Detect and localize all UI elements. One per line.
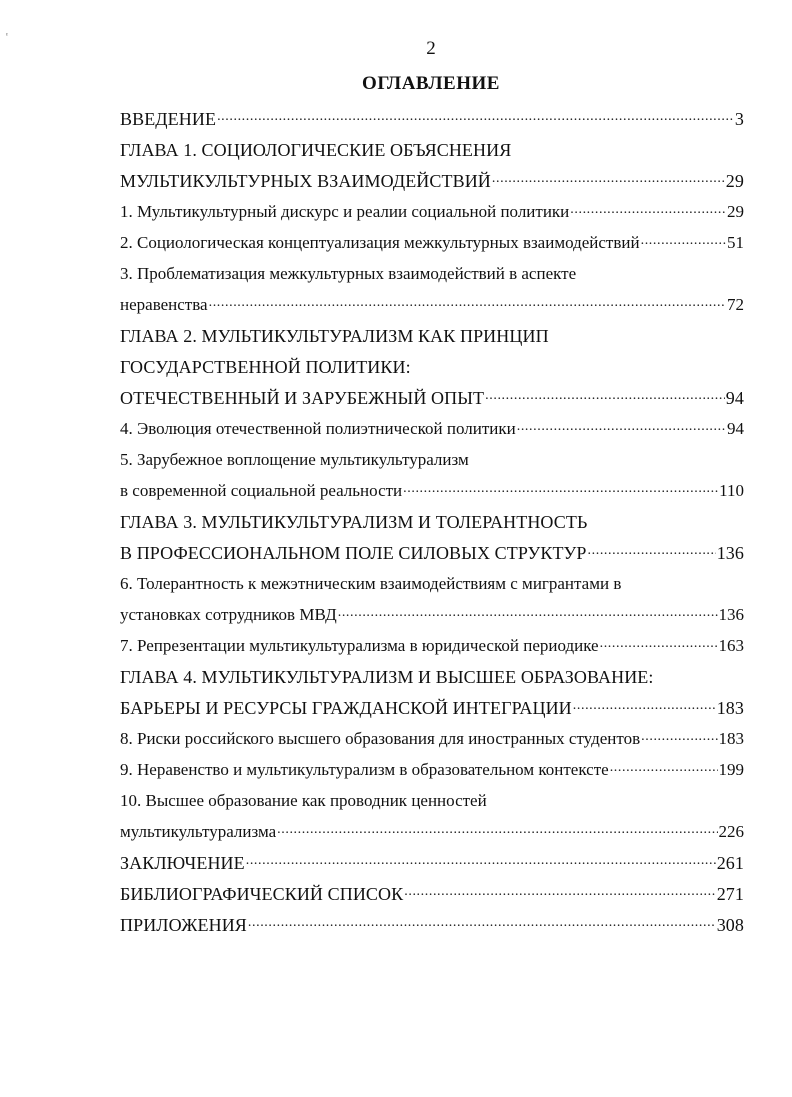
toc-section-entry (120, 226, 744, 257)
toc-entry-title: 9. Неравенство и мультикультурализм в образовательном контексте (120, 760, 609, 779)
toc-dot-leader (573, 697, 716, 719)
toc-section-entry (120, 412, 744, 443)
toc-page-number: 29 (725, 171, 744, 191)
toc-page-number: 94 (725, 388, 744, 408)
toc-entry-title: неравенства (120, 295, 208, 314)
toc-entry-title: 3. Проблематизация межкультурных взаимодействий в аспекте (120, 264, 577, 283)
toc-chapter-entry (120, 877, 744, 908)
toc-entry-title: 1. Мультикультурный дискурс и реалии социальной политики (120, 202, 570, 221)
toc-page-number: 308 (716, 915, 744, 935)
toc-entry-title: ГЛАВА 2. МУЛЬТИКУЛЬТУРАЛИЗМ КАК ПРИНЦИП (120, 326, 549, 346)
toc-page-number: 261 (716, 853, 744, 873)
toc-entry-title: 8. Риски российского высшего образования для иностранных студентов (120, 729, 641, 748)
toc-section-entry (120, 195, 744, 226)
toc-dot-leader (517, 418, 726, 440)
toc-section-entry (120, 629, 744, 660)
toc-entry-title: ЗАКЛЮЧЕНИЕ (120, 853, 245, 873)
toc-section-entry (120, 443, 744, 474)
toc-entry-title: ВВЕДЕНИЕ (120, 109, 217, 129)
toc-chapter-entry (120, 505, 744, 536)
toc-dot-leader (403, 480, 718, 502)
toc-entry-title: ГЛАВА 4. МУЛЬТИКУЛЬТУРАЛИЗМ И ВЫСШЕЕ ОБРАЗОВАНИЕ: (120, 667, 654, 687)
toc-entry-title: БИБЛИОГРАФИЧЕСКИЙ СПИСОК (120, 884, 404, 904)
toc-dot-leader (610, 759, 718, 781)
toc-section-entry (120, 753, 744, 784)
toc-dot-leader (485, 387, 725, 409)
toc-entry-title: ОТЕЧЕСТВЕННЫЙ И ЗАРУБЕЖНЫЙ ОПЫТ (120, 388, 485, 408)
toc-page-number: 72 (727, 295, 744, 314)
toc-entry-title: В ПРОФЕССИОНАЛЬНОМ ПОЛЕ СИЛОВЫХ СТРУКТУР (120, 543, 587, 563)
toc-entry-title: 4. Эволюция отечественной полиэтнической политики (120, 419, 516, 438)
toc-chapter-entry (120, 381, 744, 412)
toc-chapter-entry (120, 319, 744, 350)
toc-chapter-entry (120, 536, 744, 567)
toc-chapter-entry (120, 908, 744, 939)
toc-dot-leader (588, 542, 716, 564)
toc-entry-title: ГОСУДАРСТВЕННОЙ ПОЛИТИКИ: (120, 357, 411, 377)
toc-chapter-entry (120, 691, 744, 722)
toc-chapter-entry (120, 660, 744, 691)
toc-section-entry (120, 722, 744, 753)
toc-dot-leader (600, 635, 718, 657)
toc-entry-title: мультикультурализма (120, 822, 277, 841)
table-of-contents (120, 102, 744, 939)
toc-entry-title: в современной социальной реальности (120, 481, 403, 500)
toc-entry-title: ПРИЛОЖЕНИЯ (120, 915, 247, 935)
toc-page-number: 110 (719, 481, 744, 500)
toc-dot-leader (641, 232, 726, 254)
toc-entry-title: 6. Толерантность к межэтническим взаимодействиям с мигрантами в (120, 574, 622, 593)
toc-dot-leader (277, 821, 717, 843)
toc-section-entry (120, 567, 744, 598)
toc-dot-leader (570, 201, 726, 223)
toc-entry-title: БАРЬЕРЫ И РЕСУРСЫ ГРАЖДАНСКОЙ ИНТЕГРАЦИИ (120, 698, 572, 718)
toc-section-entry (120, 815, 744, 846)
toc-dot-leader (209, 294, 726, 316)
toc-dot-leader (338, 604, 718, 626)
toc-chapter-entry (120, 846, 744, 877)
toc-chapter-entry (120, 164, 744, 195)
toc-page-number: 183 (718, 729, 744, 748)
toc-dot-leader (492, 170, 725, 192)
page-title: ОГЛАВЛЕНИЕ (362, 73, 500, 94)
toc-chapter-entry (120, 133, 744, 164)
toc-page-number: 29 (727, 202, 744, 221)
toc-page-number: 3 (734, 109, 744, 129)
toc-section-entry (120, 257, 744, 288)
toc-page-number: 51 (727, 233, 744, 252)
toc-page-number: 136 (718, 605, 744, 624)
toc-entry-title: ГЛАВА 1. СОЦИОЛОГИЧЕСКИЕ ОБЪЯСНЕНИЯ (120, 140, 512, 160)
toc-dot-leader (246, 852, 716, 874)
scan-mark: ᵋ (6, 30, 9, 40)
toc-page-number: 163 (718, 636, 744, 655)
toc-entry-title: 10. Высшее образование как проводник ценностей (120, 791, 487, 810)
page-number: 2 (426, 38, 436, 59)
toc-page-number: 136 (716, 543, 744, 563)
toc-section-entry (120, 784, 744, 815)
toc-entry-title: 5. Зарубежное воплощение мультикультурализм (120, 450, 469, 469)
toc-entry-title: 7. Репрезентации мультикультурализма в юридической периодике (120, 636, 599, 655)
toc-dot-leader (641, 728, 717, 750)
toc-dot-leader (404, 883, 715, 905)
toc-entry-title: 2. Социологическая концептуализация межкультурных взаимодействий (120, 233, 640, 252)
toc-section-entry (120, 288, 744, 319)
toc-page-number: 199 (718, 760, 744, 779)
toc-page-number: 226 (718, 822, 744, 841)
toc-chapter-entry (120, 350, 744, 381)
toc-dot-leader (217, 108, 734, 130)
toc-section-entry (120, 598, 744, 629)
toc-page-number: 271 (716, 884, 744, 904)
toc-page-number: 183 (716, 698, 744, 718)
toc-page-number: 94 (727, 419, 744, 438)
toc-chapter-entry (120, 102, 744, 133)
toc-section-entry (120, 474, 744, 505)
toc-entry-title: установках сотрудников МВД (120, 605, 337, 624)
toc-entry-title: МУЛЬТИКУЛЬТУРНЫХ ВЗАИМОДЕЙСТВИЙ (120, 171, 491, 191)
toc-dot-leader (248, 914, 716, 936)
toc-entry-title: ГЛАВА 3. МУЛЬТИКУЛЬТУРАЛИЗМ И ТОЛЕРАНТНОСТЬ (120, 512, 588, 532)
